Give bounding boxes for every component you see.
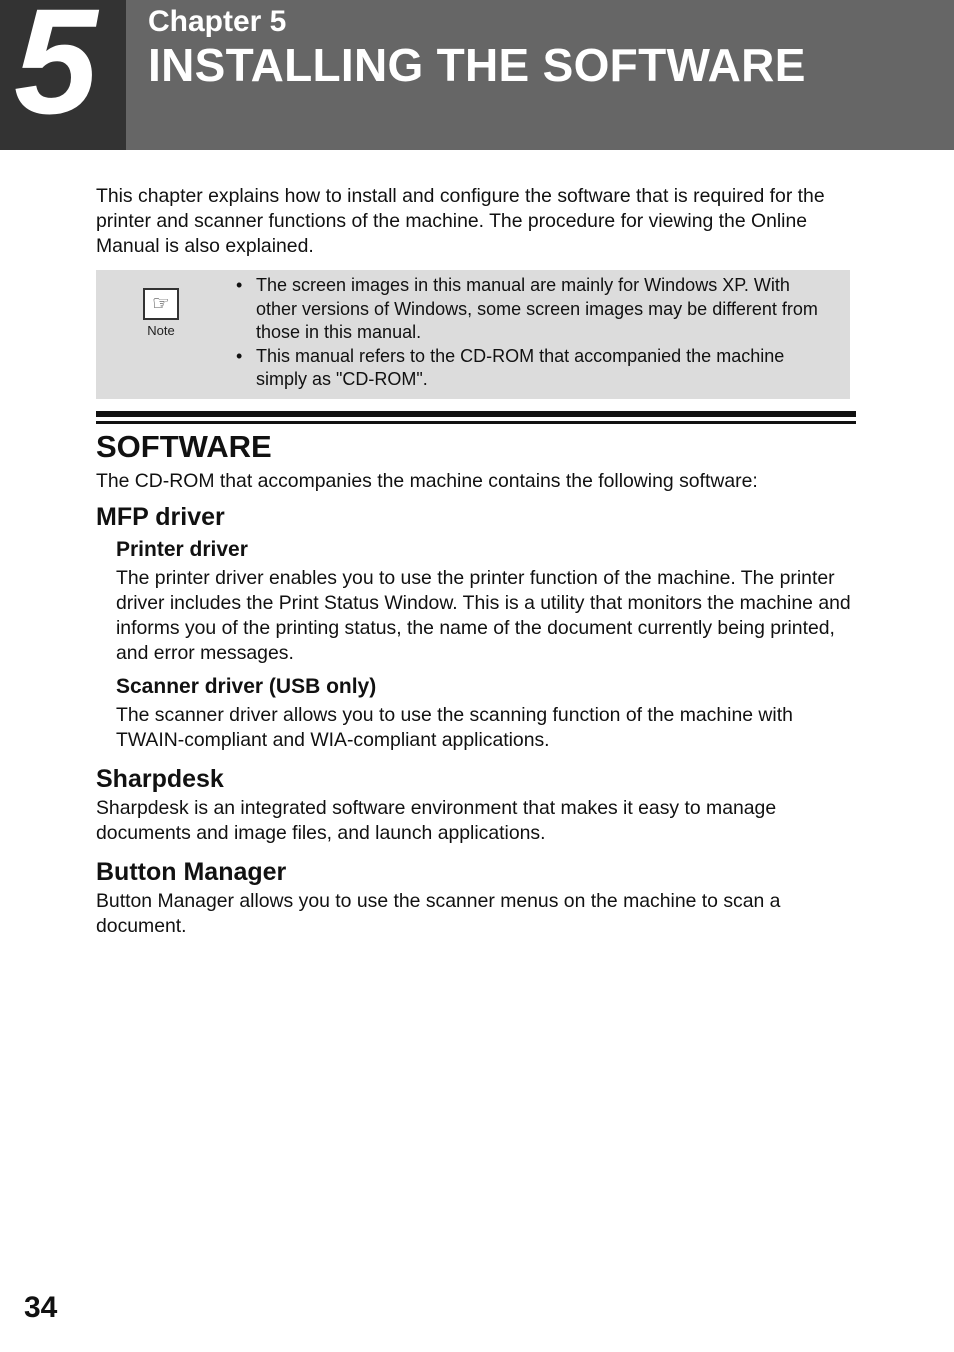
chapter-title: INSTALLING THE SOFTWARE bbox=[148, 39, 806, 91]
note-item bbox=[234, 274, 834, 345]
printer-driver-text: The printer driver enables you to use the printer function of the machine. The printer driver includes the Print Status Window. This is a utility that monitors the machine and informs you of the printing status, the name of the document currently being printed, and error messages. bbox=[116, 567, 851, 664]
section-rule-thick bbox=[96, 411, 856, 417]
note-item-text: The screen images in this manual are mainly for Windows XP. With other versions of Windows, some screen images may be different from those in this manual. bbox=[256, 275, 818, 343]
note-list bbox=[234, 274, 834, 392]
page-number: 34 bbox=[24, 1291, 58, 1324]
software-heading: SOFTWARE bbox=[96, 429, 272, 464]
software-intro: The CD-ROM that accompanies the machine contains the following software: bbox=[96, 470, 758, 492]
note-box bbox=[96, 270, 850, 399]
chapter-header bbox=[0, 0, 954, 150]
note-item-text: This manual refers to the CD-ROM that accompanied the machine simply as "CD-ROM". bbox=[256, 345, 785, 390]
button-manager-text: Button Manager allows you to use the scanner menus on the machine to scan a document. bbox=[96, 890, 781, 937]
bullet-icon: • bbox=[236, 275, 243, 295]
printer-driver-heading: Printer driver bbox=[116, 538, 248, 561]
mfp-driver-heading: MFP driver bbox=[96, 503, 225, 531]
chapter-number: 5 bbox=[14, 0, 98, 145]
note-item bbox=[234, 345, 834, 392]
sharpdesk-heading: Sharpdesk bbox=[96, 765, 224, 793]
chapter-label: Chapter 5 bbox=[148, 5, 287, 38]
note-icon-wrap bbox=[140, 288, 182, 338]
sharpdesk-text: Sharpdesk is an integrated software environment that makes it easy to manage documents and image files, and launch applications. bbox=[96, 797, 777, 844]
chapter-intro: This chapter explains how to install and configure the software that is required for the printer and scanner functions of the machine. The procedure for viewing the Online Manual is also explained. bbox=[96, 185, 825, 257]
scanner-driver-text: The scanner driver allows you to use the scanning function of the machine with TWAIN-compliant and WIA-compliant applications. bbox=[116, 704, 793, 751]
chapter-number-block bbox=[0, 0, 126, 150]
note-label: Note bbox=[147, 323, 175, 338]
pointing-hand-icon: ☞ bbox=[143, 288, 179, 320]
scanner-driver-heading: Scanner driver (USB only) bbox=[116, 675, 377, 698]
bullet-icon: • bbox=[236, 345, 243, 366]
button-manager-heading: Button Manager bbox=[96, 858, 287, 886]
section-rule-thin bbox=[96, 421, 856, 424]
